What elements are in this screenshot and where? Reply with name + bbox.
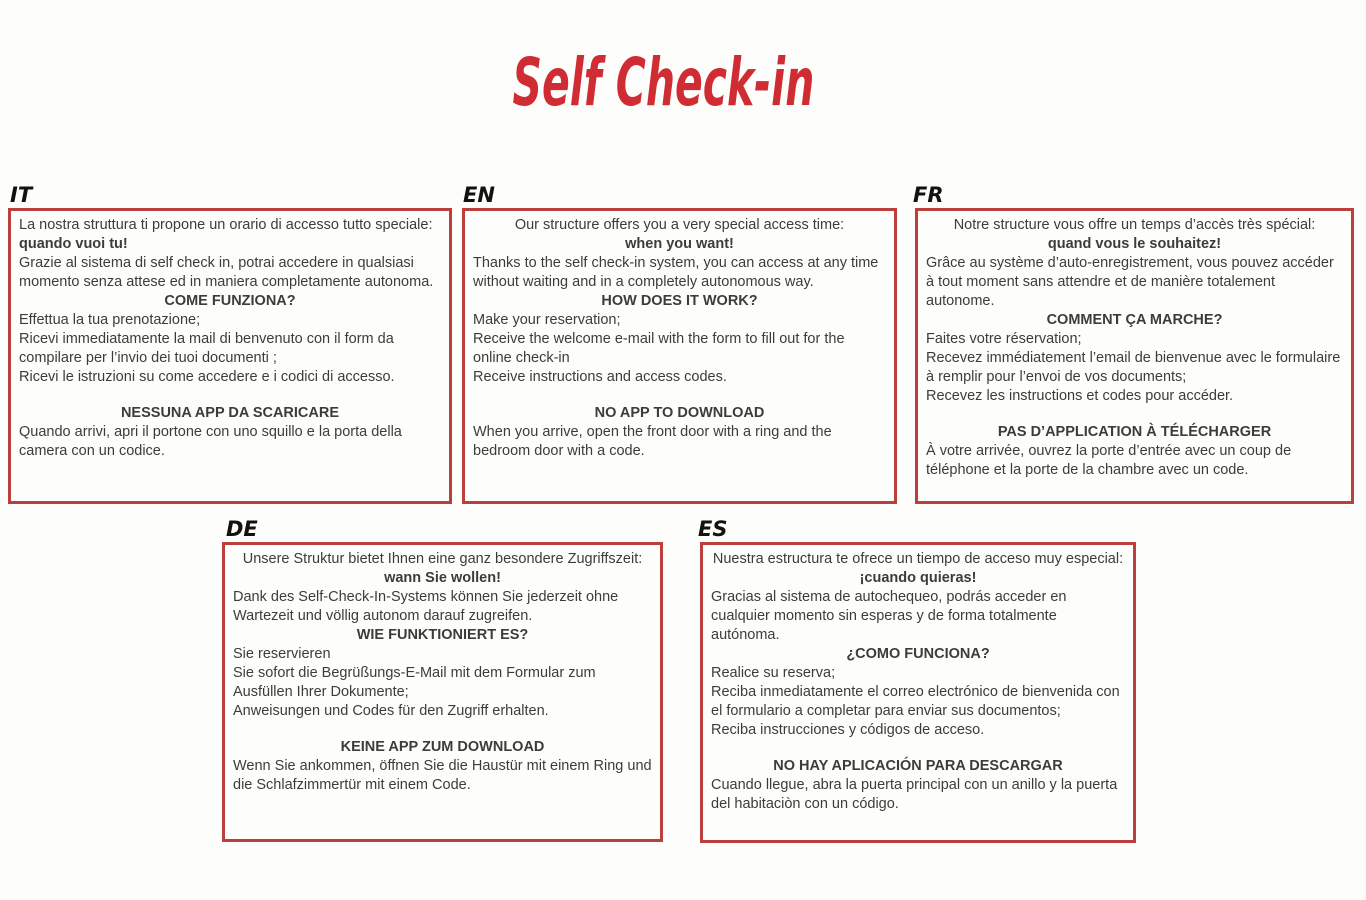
step-line: Ricevi immediatamente la mail di benvenuto con il form da compilare per l’invio dei tuoi documenti ;: [19, 331, 394, 366]
intro-line: Unsere Struktur bietet Ihnen eine ganz besondere Zugriffszeit:: [242, 551, 643, 567]
no-app-heading: KEINE APP ZUM DOWNLOAD: [340, 739, 545, 755]
intro-highlight: when you want!: [625, 236, 734, 252]
step-line: Faites votre réservation;: [926, 331, 1082, 347]
no-app-heading: NO HAY APLICACIÓN PARA DESCARGAR: [773, 758, 1063, 774]
intro-line: Our structure offers you a very special access time:: [514, 217, 845, 233]
intro-line: Nuestra estructura te ofrece un tiempo de acceso muy especial:: [712, 551, 1124, 567]
step-line: Make your reservation;: [473, 312, 621, 328]
page-title: Self Check-in: [512, 44, 814, 121]
step-line: Sie reservieren: [233, 646, 331, 662]
description: Thanks to the self check-in system, you can access at any time without waiting and in a completely autonomous way.: [473, 255, 879, 290]
arrival-instructions: Wenn Sie ankommen, öffnen Sie die Haustür mit einem Ring und die Schlafzimmertür mit einem Code.: [233, 758, 652, 793]
arrival-instructions: When you arrive, open the front door with a ring and the bedroom door with a code.: [473, 424, 832, 459]
intro-paragraph: [19, 216, 441, 254]
info-box-es: [700, 542, 1136, 843]
arrival-instructions: Cuando llegue, abra la puerta principal con un anillo y la puerta del habitaciòn con un código.: [711, 777, 1118, 812]
steps-list: [473, 311, 886, 387]
intro-highlight: quando vuoi tu!: [19, 236, 128, 252]
step-line: Reciba inmediatamente el correo electrónico de bienvenida con el formulario a completar para enviar sus documentos;: [711, 684, 1120, 719]
steps-list: [19, 311, 441, 387]
lang-label-it: IT: [10, 183, 33, 207]
step-line: Receive the welcome e-mail with the form to fill out for the online check-in: [473, 331, 845, 366]
how-it-works-heading: HOW DOES IT WORK?: [601, 293, 758, 309]
description: Dank des Self-Check-In-Systems können Sie jederzeit ohne Wartezeit und völlig autonom darauf zugreifen.: [233, 589, 619, 624]
intro-highlight: quand vous le souhaitez!: [1047, 236, 1222, 252]
lang-label-en: EN: [463, 183, 495, 207]
intro-paragraph: [926, 216, 1343, 254]
step-line: Realice su reserva;: [711, 665, 836, 681]
how-it-works-heading: WIE FUNKTIONIERT ES?: [356, 627, 529, 643]
lang-label-es: ES: [698, 517, 728, 541]
step-line: Receive instructions and access codes.: [473, 369, 727, 385]
step-line: Ricevi le istruzioni su come accedere e i codici di accesso.: [19, 369, 395, 385]
description: Grâce au système d’auto-enregistrement, vous pouvez accéder à tout moment sans attendre et de manière totalement autonome.: [926, 255, 1334, 309]
steps-list: [711, 664, 1125, 740]
intro-highlight: wann Sie wollen!: [384, 570, 501, 586]
arrival-instructions: Quando arrivi, apri il portone con uno squillo e la porta della camera con un codice.: [19, 424, 402, 459]
description: Grazie al sistema di self check in, potrai accedere in qualsiasi momento senza attese ed in maniera completamente autonoma.: [19, 255, 434, 290]
steps-list: [926, 330, 1343, 406]
no-app-heading: PAS D’APPLICATION À TÉLÉCHARGER: [997, 424, 1272, 440]
step-line: Reciba instrucciones y códigos de acceso.: [711, 722, 985, 738]
info-box-de: [222, 542, 663, 842]
lang-label-fr: FR: [913, 183, 944, 207]
no-app-heading: NO APP TO DOWNLOAD: [594, 405, 765, 421]
how-it-works-heading: COME FUNZIONA?: [164, 293, 296, 309]
step-line: Recevez les instructions et codes pour accéder.: [926, 388, 1234, 404]
step-line: Anweisungen und Codes für den Zugriff erhalten.: [233, 703, 549, 719]
info-box-it: [8, 208, 452, 504]
intro-line: Notre structure vous offre un temps d’accès très spécial:: [953, 217, 1316, 233]
info-box-fr: [915, 208, 1354, 504]
title-container: [0, 44, 1326, 121]
intro-paragraph: [233, 550, 652, 588]
how-it-works-heading: ¿COMO FUNCIONA?: [846, 646, 990, 662]
intro-paragraph: [711, 550, 1125, 588]
step-line: Recevez immédiatement l’email de bienvenue avec le formulaire à remplir pour l’envoi de vos documents;: [926, 350, 1341, 385]
description: Gracias al sistema de autochequeo, podrás acceder en cualquier momento sin esperas y de forma totalmente autónoma.: [711, 589, 1067, 643]
step-line: Effettua la tua prenotazione;: [19, 312, 201, 328]
step-line: Sie sofort die Begrüßungs-E-Mail mit dem Formular zum Ausfüllen Ihrer Dokumente;: [233, 665, 596, 700]
info-box-en: [462, 208, 897, 504]
no-app-heading: NESSUNA APP DA SCARICARE: [120, 405, 340, 421]
intro-highlight: ¡cuando quieras!: [859, 570, 977, 586]
arrival-instructions: À votre arrivée, ouvrez la porte d’entrée avec un coup de téléphone et la porte de la chambre avec un code.: [926, 443, 1292, 478]
lang-label-de: DE: [226, 517, 258, 541]
intro-paragraph: [473, 216, 886, 254]
intro-line: La nostra struttura ti propone un orario di accesso tutto speciale:: [19, 217, 433, 233]
steps-list: [233, 645, 652, 721]
how-it-works-heading: COMMENT ÇA MARCHE?: [1046, 312, 1223, 328]
